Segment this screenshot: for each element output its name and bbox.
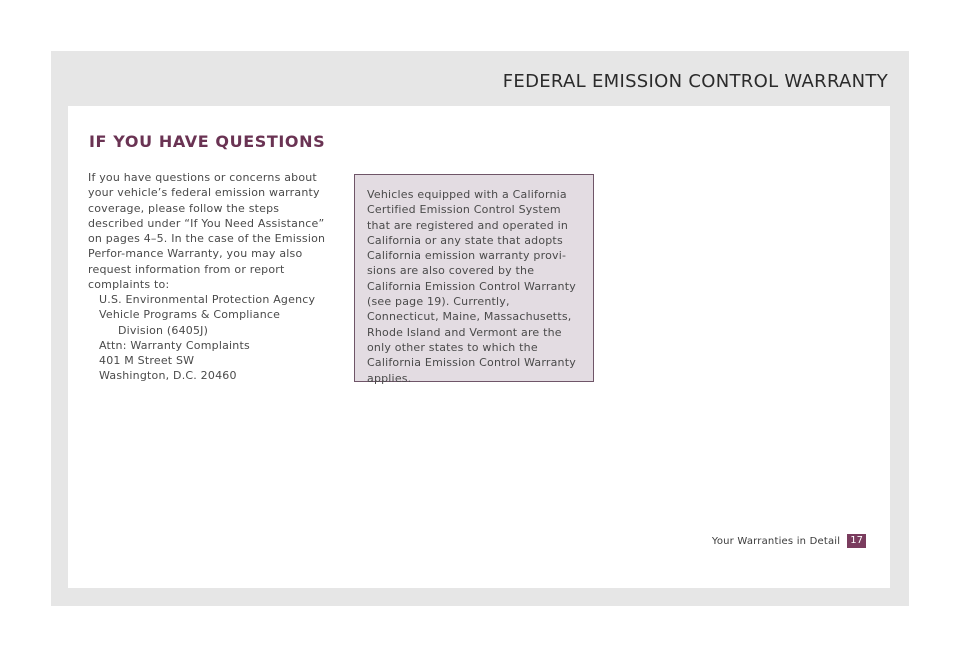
page-header-title: FEDERAL EMISSION CONTROL WARRANTY (502, 71, 888, 92)
page-number-badge: 17 (847, 534, 866, 548)
california-warranty-callout (354, 174, 594, 385)
intro-paragraph: If you have questions or concerns about your vehicle’s federal emission warranty coverage, please follow the steps described under “If You Need Assistance” on pages 4–5. In the case of the Emission Perfor-mance Warranty, you may also request information from or report complaints to: (88, 171, 326, 292)
address-line: Vehicle Programs & Compliance (99, 308, 281, 322)
page-footer (712, 534, 866, 548)
address-line: U.S. Environmental Protection Agency (99, 293, 316, 306)
address-line: 401 M Street SW (99, 354, 195, 368)
footer-label: Your Warranties in Detail (711, 535, 841, 547)
address-line: Attn: Warranty Complaints (99, 338, 250, 352)
page-frame (51, 51, 909, 606)
callout-text: Vehicles equipped with a California Certified Emission Control System that are registered and operated in California or any state that adopts California emission warranty provi-sions are also covered by the California Emission Control Warranty (see page 19). Currently, Connecticut, Maine, Massachusetts, Rhode Island and Vermont are the only other states to which the California Emission Control Warranty applies. (367, 188, 576, 385)
address-line: Division (6405J) (118, 323, 209, 337)
section-heading: IF YOU HAVE QUESTIONS (89, 132, 326, 151)
address-line: Washington, D.C. 20460 (99, 369, 237, 383)
content-panel (68, 106, 890, 588)
mailing-address (99, 292, 349, 384)
